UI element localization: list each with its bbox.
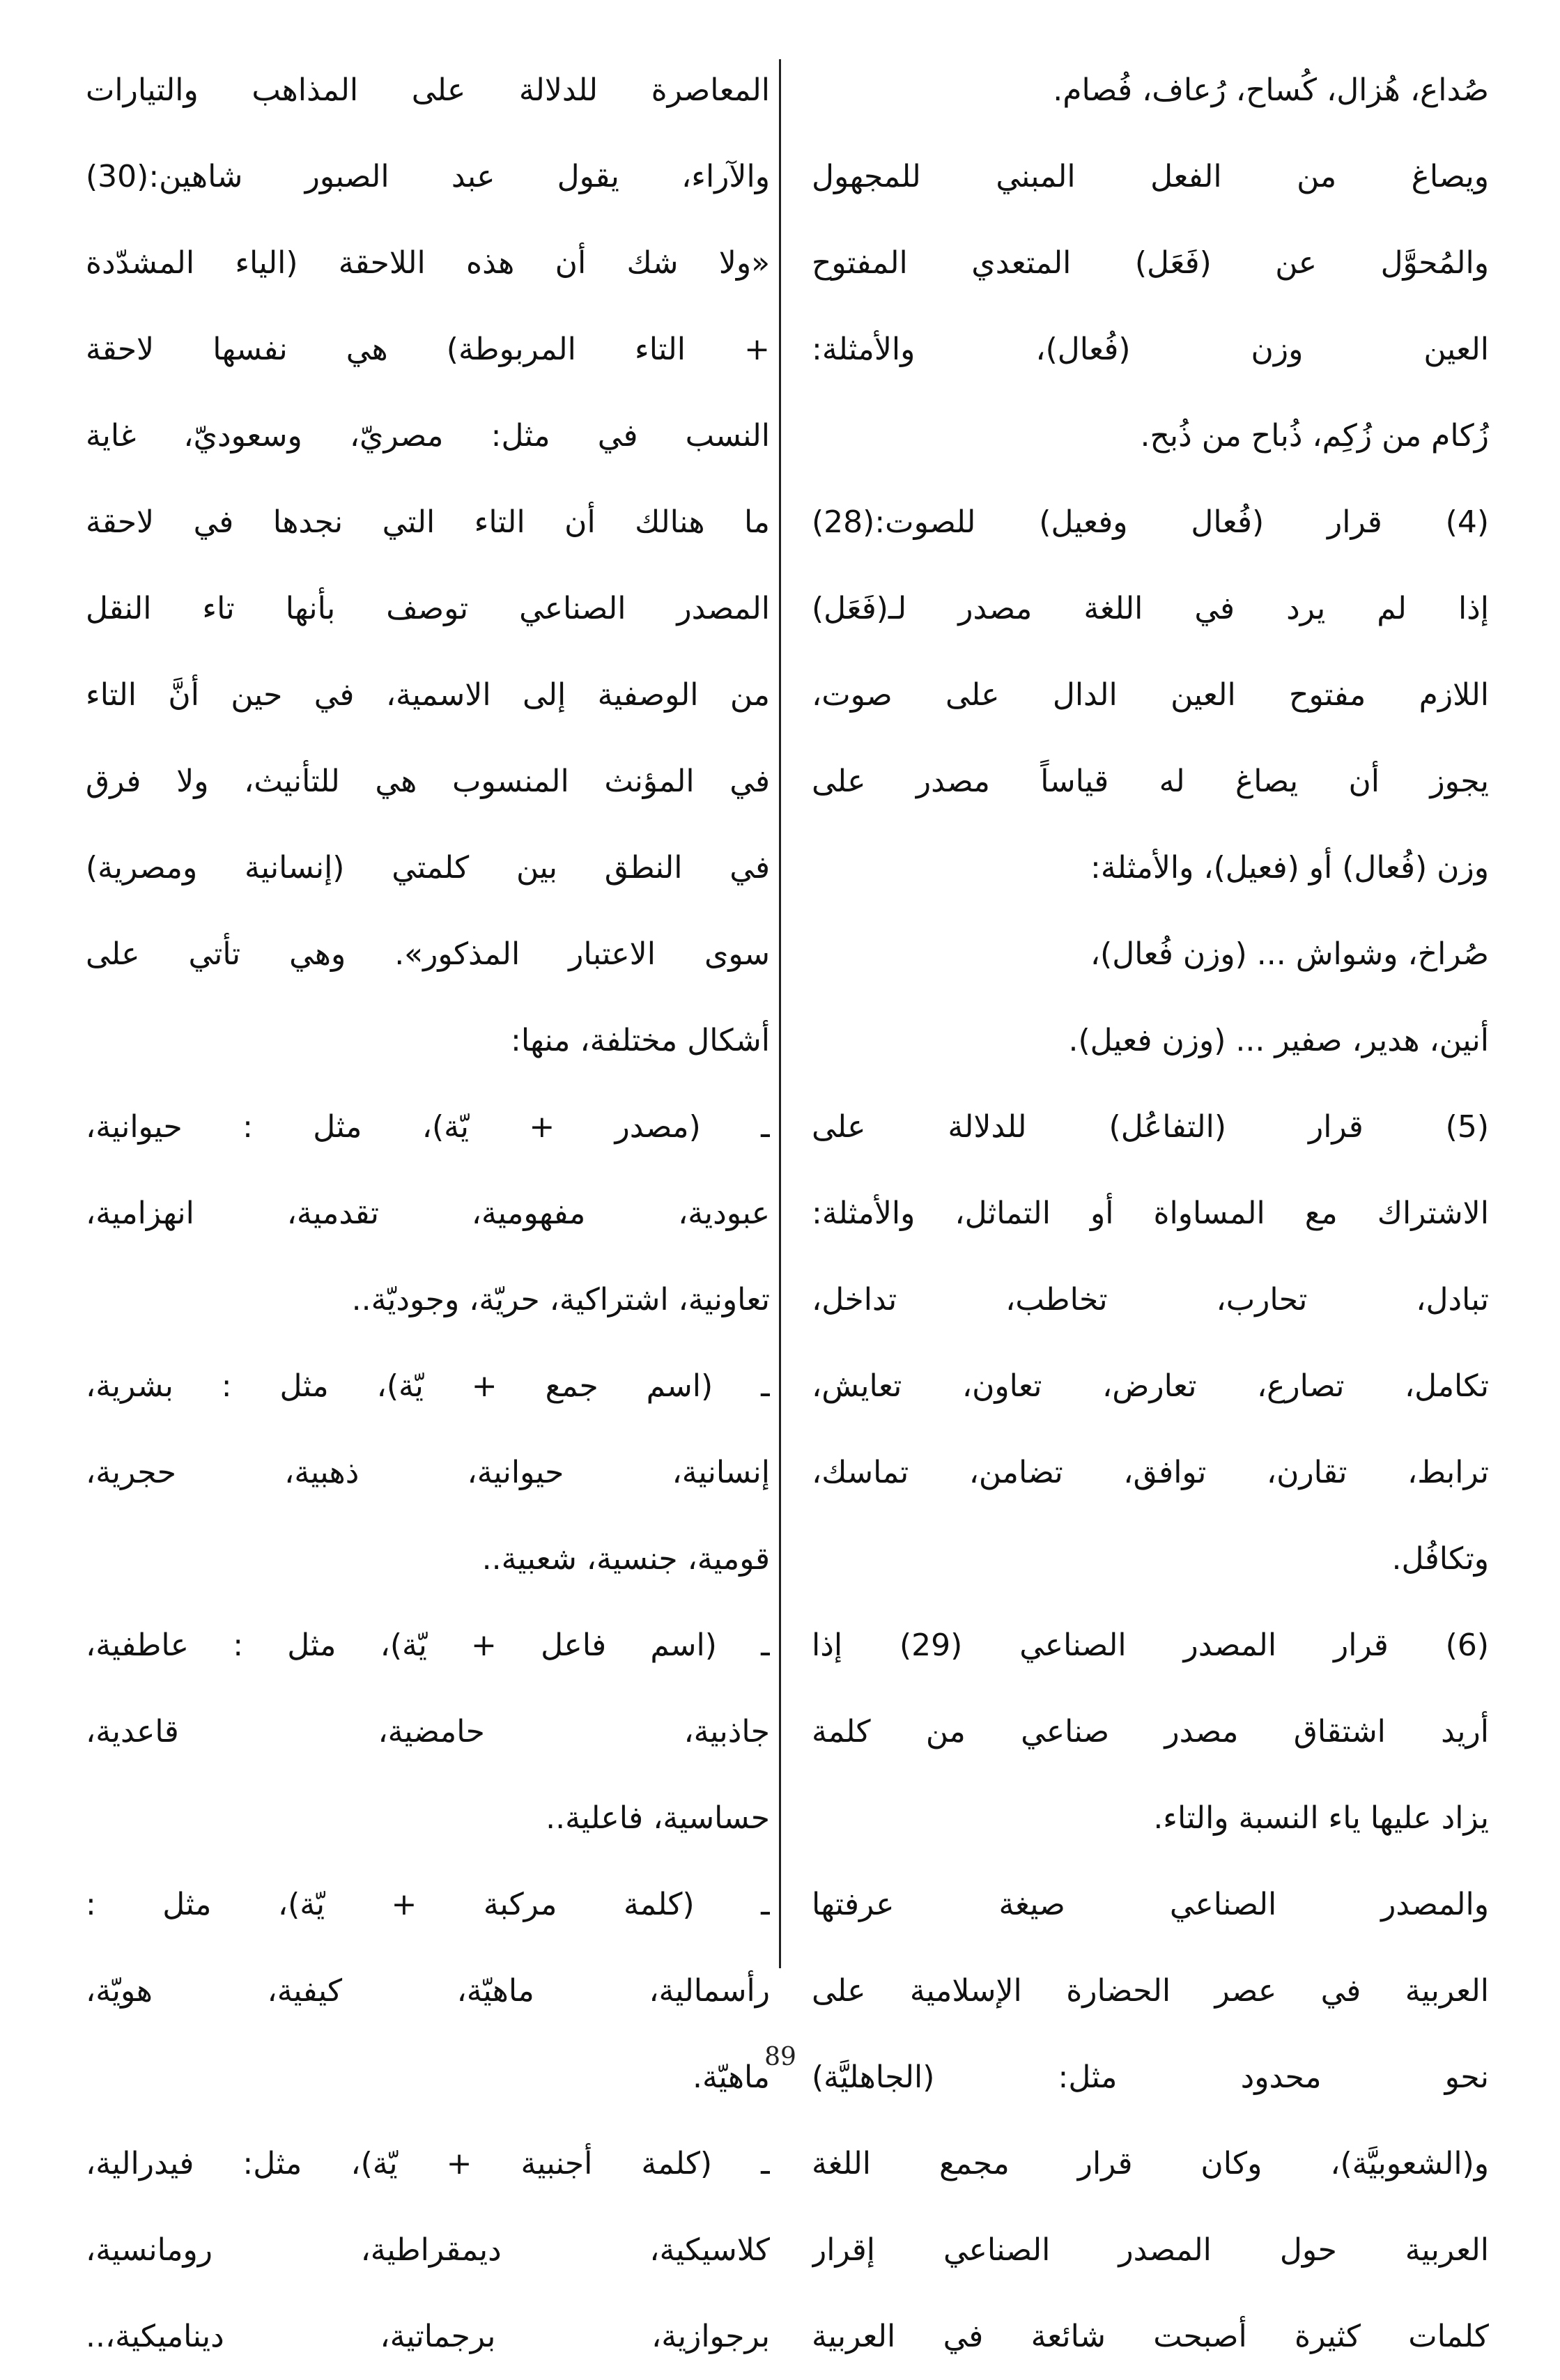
text-line: جاذبية، حامضية، قاعدية، <box>86 1714 770 1749</box>
left-text-column <box>86 47 770 2380</box>
text-line: في المؤنث المنسوب هي للتأنيث، ولا فرق <box>86 764 770 799</box>
text-line: وتكافُل. <box>1391 1541 1489 1577</box>
text-line: ترابط، تقارن، توافق، تضامن، تماسك، <box>812 1455 1489 1490</box>
page-number: 89 <box>764 2043 796 2071</box>
text-line: قومية، جنسية، شعبية.. <box>481 1541 770 1577</box>
text-line: ماهيّة. <box>692 2060 770 2095</box>
text-line: اللازم مفتوح العين الدال على صوت، <box>812 677 1489 713</box>
text-line: حساسية، فاعلية.. <box>546 1800 770 1836</box>
text-line: يجوز أن يصاغ له قياساً مصدر على <box>812 764 1489 799</box>
text-line: سوى الاعتبار المذكور». وهي تأتي على <box>86 936 770 972</box>
text-line: برجوازية، برجماتية، ديناميكية،.. <box>86 2319 770 2354</box>
right-text-column <box>812 47 1489 2380</box>
text-line: (5) قرار (التفاعُل) للدلالة على <box>812 1109 1489 1145</box>
text-line: تبادل، تحارب، تخاطب، تداخل، <box>812 1282 1489 1318</box>
text-line: زُكام من زُكِم، ذُباح من ذُبح. <box>1140 418 1489 454</box>
text-line: ـ (اسم جمع + يّة)، مثل : بشرية، <box>86 1368 770 1404</box>
text-line: تكامل، تصارع، تعارض، تعاون، تعايش، <box>812 1368 1489 1404</box>
text-line: المصدر الصناعي توصف بأنها تاء النقل <box>86 591 770 626</box>
text-line: المعاصرة للدلالة على المذاهب والتيارات <box>86 72 770 108</box>
text-line: صُراخ، وشواش ... (وزن فُعال)، <box>1090 936 1489 972</box>
text-line: نحو محدود مثل: (الجاهليَّة) <box>812 2060 1489 2095</box>
text-line: والآراء، يقول عبد الصبور شاهين:(30) <box>86 159 770 194</box>
text-line: + التاء المربوطة) هي نفسها لاحقة <box>86 332 770 367</box>
text-line: وزن (فُعال) أو (فعيل)، والأمثلة: <box>1090 850 1489 886</box>
text-line: أريد اشتقاق مصدر صناعي من كلمة <box>812 1714 1489 1749</box>
text-line: إذا لم يرد في اللغة مصدر لـ(فَعَل) <box>812 591 1489 626</box>
text-line: ـ (اسم فاعل + يّة)، مثل : عاطفية، <box>86 1628 770 1663</box>
text-line: ـ (كلمة أجنبية + يّة)، مثل: فيدرالية، <box>86 2146 770 2181</box>
text-line: يزاد عليها ياء النسبة والتاء. <box>1153 1800 1489 1836</box>
text-line: إنسانية، حيوانية، ذهبية، حجرية، <box>86 1455 770 1490</box>
text-line: و(الشعوبيَّة)، وكان قرار مجمع اللغة <box>812 2146 1489 2181</box>
text-line: (4) قرار (فُعال وفعيل) للصوت:(28) <box>812 504 1489 540</box>
text-line: من الوصفية إلى الاسمية، في حين أنَّ التاء <box>86 677 770 713</box>
text-line: ـ (كلمة مركبة + يّة)، مثل : <box>86 1887 770 1922</box>
text-line: العربية في عصر الحضارة الإسلامية على <box>812 1973 1489 2009</box>
text-line: ويصاغ من الفعل المبني للمجهول <box>812 159 1489 194</box>
text-line: والمصدر الصناعي صيغة عرفتها <box>812 1887 1489 1922</box>
text-line: والمُحوَّل عن (فَعَل) المتعدي المفتوح <box>812 245 1489 281</box>
text-line: الاشتراك مع المساواة أو التماثل، والأمثلة: <box>812 1196 1489 1231</box>
text-line: أشكال مختلفة، منها: <box>511 1023 770 1058</box>
text-line: ـ (مصدر + يّة)، مثل : حيوانية، <box>86 1109 770 1145</box>
text-line: كلمات كثيرة أصبحت شائعة في العربية <box>812 2319 1489 2354</box>
text-line: رأسمالية، ماهيّة، كيفية، هويّة، <box>86 1973 770 2009</box>
text-line: تعاونية، اشتراكية، حريّة، وجوديّة.. <box>351 1282 770 1318</box>
text-line: كلاسيكية، ديمقراطية، رومانسية، <box>86 2232 770 2268</box>
column-divider <box>779 59 781 1968</box>
text-line: ما هنالك أن التاء التي نجدها في لاحقة <box>86 504 770 540</box>
text-line: أنين، هدير، صفير ... (وزن فعيل). <box>1068 1023 1489 1058</box>
text-line: عبودية، مفهومية، تقدمية، انهزامية، <box>86 1196 770 1231</box>
text-line: العربية حول المصدر الصناعي إقرار <box>812 2232 1489 2268</box>
text-line: في النطق بين كلمتي (إنسانية ومصرية) <box>86 850 770 886</box>
text-line: (6) قرار المصدر الصناعي (29) إذا <box>812 1628 1489 1663</box>
text-line: صُداع، هُزال، كُساح، رُعاف، فُصام. <box>1053 72 1489 108</box>
text-line: العين وزن (فُعال)، والأمثلة: <box>812 332 1489 367</box>
text-line: النسب في مثل: مصريّ، وسعوديّ، غاية <box>86 418 770 454</box>
text-line: «ولا شك أن هذه اللاحقة (الياء المشدّدة <box>86 245 770 281</box>
